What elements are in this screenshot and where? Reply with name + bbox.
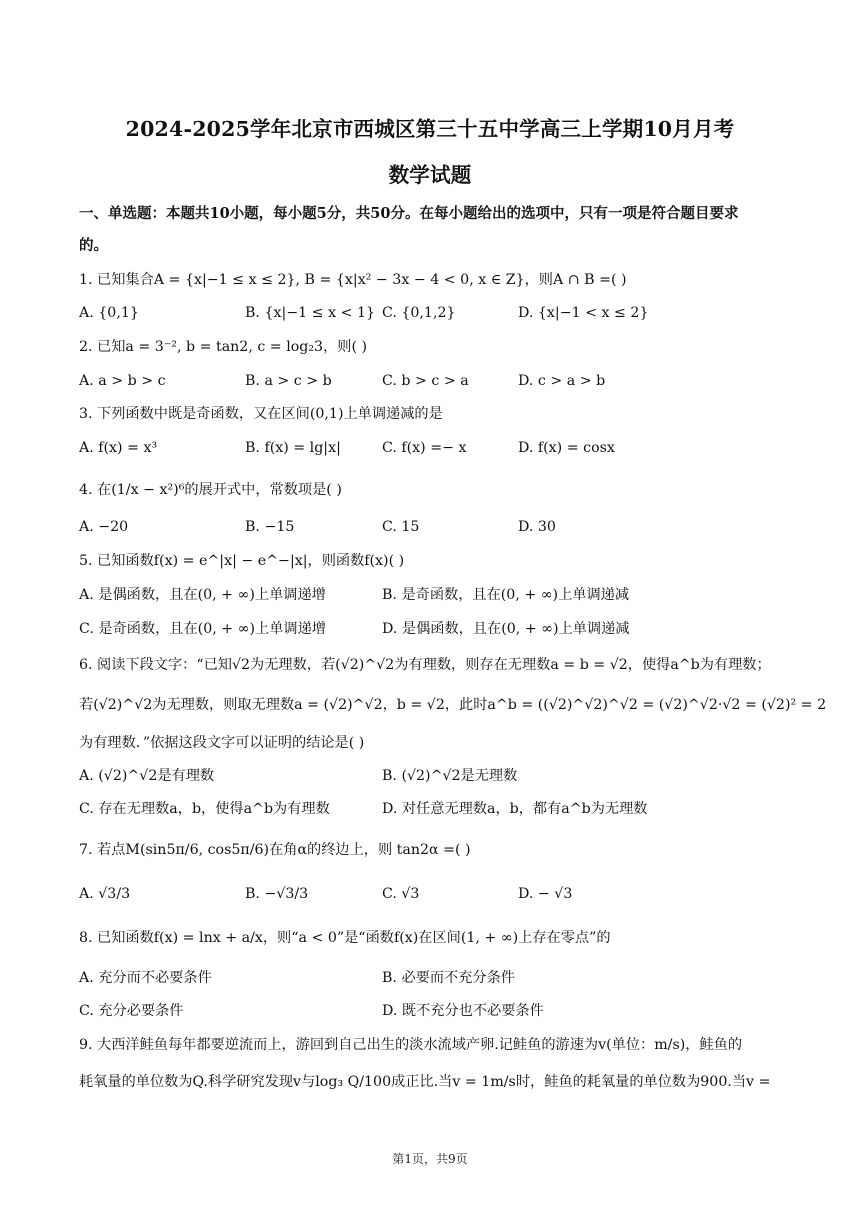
q6-option-a: A. (√2)^√2是有理数 [79, 768, 215, 784]
q2-option-d: D. c > a > b [518, 373, 606, 389]
question-1: 1. 已知集合A = {x|−1 ≤ x ≤ 2}, B = {x|x² − 3x − 4 < 0, x ∈ Z}，则A ∩ B =( ) [79, 272, 627, 288]
q4-option-d: D. 30 [518, 519, 556, 535]
question-9-line-1: 9. 大西洋鲑鱼每年都要逆流而上，游回到自己出生的淡水流域产卵.记鲑鱼的游速为v(单位：m/s)，鲑鱼的 [79, 1037, 743, 1053]
q3-option-d: D. f(x) = cosx [518, 440, 615, 456]
q5-option-d: D. 是偶函数，且在(0, + ∞)上单调递减 [382, 621, 630, 637]
question-2: 2. 已知a = 3⁻², b = tan2, c = log₂3，则( ) [79, 339, 368, 355]
question-5: 5. 已知函数f(x) = e^|x| − e^−|x|，则函数f(x)( ) [79, 553, 405, 569]
q6-option-b: B. (√2)^√2是无理数 [382, 768, 518, 784]
q5-option-a: A. 是偶函数，且在(0, + ∞)上单调递增 [79, 587, 326, 603]
section-header-cont: 的。 [79, 237, 108, 254]
question-6-line-1: 6. 阅读下段文字：“已知√2为无理数，若(√2)^√2为有理数，则存在无理数a = b = √2，使得a^b为有理数； [79, 657, 771, 673]
q1-option-a: A. {0,1} [79, 305, 139, 321]
page-subtitle: 数学试题 [388, 163, 472, 187]
q3-option-b: B. f(x) = lg|x| [245, 440, 341, 456]
q7-option-b: B. −√3/3 [245, 886, 309, 902]
q4-option-a: A. −20 [79, 519, 129, 535]
q8-option-c: C. 充分必要条件 [79, 1003, 184, 1019]
page-title: 2024-2025学年北京市西城区第三十五中学高三上学期10月月考 [125, 117, 735, 141]
q3-option-a: A. f(x) = x³ [79, 440, 158, 456]
q8-option-d: D. 既不充分也不必要条件 [382, 1003, 544, 1019]
q2-option-a: A. a > b > c [79, 373, 166, 389]
q6-option-d: D. 对任意无理数a，b，都有a^b为无理数 [382, 801, 648, 817]
page-footer: 第1页，共9页 [392, 1152, 468, 1166]
q8-option-b: B. 必要而不充分条件 [382, 970, 515, 986]
q2-option-b: B. a > c > b [245, 373, 332, 389]
q1-option-d: D. {x|−1 < x ≤ 2} [518, 305, 649, 321]
q5-option-b: B. 是奇函数，且在(0, + ∞)上单调递减 [382, 587, 630, 603]
question-3: 3. 下列函数中既是奇函数，又在区间(0,1)上单调递减的是 [79, 406, 443, 422]
q4-option-b: B. −15 [245, 519, 295, 535]
question-8: 8. 已知函数f(x) = lnx + a/x，则“a < 0”是“函数f(x)在区间(1, + ∞)上存在零点”的 [79, 930, 611, 946]
q7-option-d: D. − √3 [518, 886, 573, 902]
question-7: 7. 若点M(sin5π/6, cos5π/6)在角α的终边上，则 tan2α =( ) [79, 842, 471, 858]
q4-option-c: C. 15 [382, 519, 420, 535]
question-9-line-2: 耗氧量的单位数为Q.科学研究发现v与log₃ Q/100成正比.当v = 1m/s时，鲑鱼的耗氧量的单位数为900.当v = [79, 1074, 771, 1090]
q8-option-a: A. 充分而不必要条件 [79, 970, 212, 986]
question-4: 4. 在(1/x − x²)⁶的展开式中，常数项是( ) [79, 482, 342, 498]
q1-option-b: B. {x|−1 ≤ x < 1} [245, 305, 376, 321]
q1-option-c: C. {0,1,2} [382, 305, 456, 321]
question-6-line-2: 若(√2)^√2为无理数，则取无理数a = (√2)^√2，b = √2，此时a^b = ((√2)^√2)^√2 = (√2)^√2·√2 = (√2)² = 2 [79, 697, 827, 713]
q5-option-c: C. 是奇函数，且在(0, + ∞)上单调递增 [79, 621, 326, 637]
question-6-line-3: 为有理数．”依据这段文字可以证明的结论是( ) [79, 735, 365, 751]
q3-option-c: C. f(x) =− x [382, 440, 467, 456]
q6-option-c: C. 存在无理数a，b，使得a^b为有理数 [79, 801, 330, 817]
q2-option-c: C. b > c > a [382, 373, 469, 389]
q7-option-a: A. √3/3 [79, 886, 131, 902]
section-header: 一、单选题：本题共10小题，每小题5分，共50分。在每小题给出的选项中，只有一项是符合题目要求 [79, 205, 739, 222]
q7-option-c: C. √3 [382, 886, 420, 902]
